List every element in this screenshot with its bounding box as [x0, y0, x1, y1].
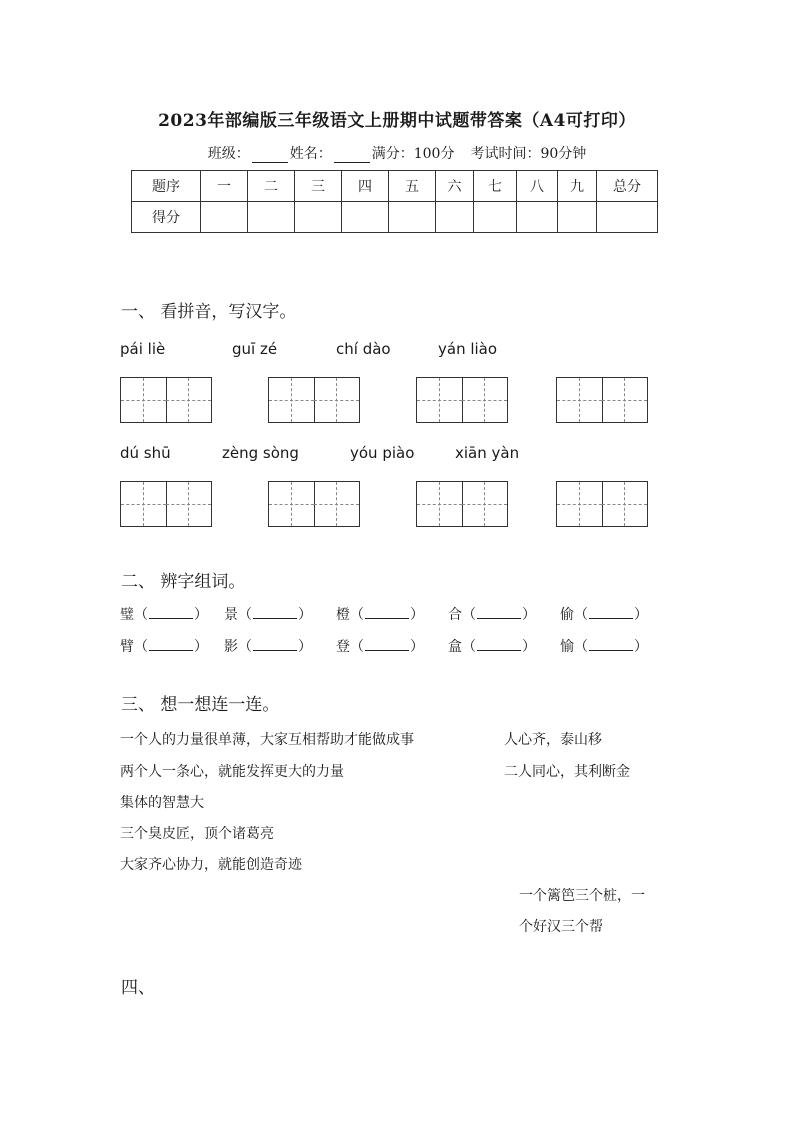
- answer-blank[interactable]: [365, 605, 409, 619]
- writing-grid[interactable]: [416, 481, 508, 527]
- word-item[interactable]: 合（ ）: [448, 607, 536, 623]
- pinyin-label: pái liè: [120, 340, 166, 358]
- score-cell[interactable]: [201, 202, 248, 233]
- student-info-line: [0, 143, 794, 163]
- writing-grid[interactable]: [268, 377, 360, 423]
- pinyin-label: xiān yàn: [455, 444, 520, 462]
- match-left-item[interactable]: 集体的智慧大: [120, 795, 204, 811]
- page-title: 2023年部编版三年级语文上册期中试题带答案（A4可打印）: [158, 111, 636, 131]
- pinyin-label: chí dào: [336, 340, 391, 358]
- word-item[interactable]: 璧（ ）: [120, 607, 208, 623]
- score-header-cell: 五: [389, 171, 436, 202]
- answer-blank[interactable]: [589, 605, 633, 619]
- score-table-score-row: [132, 202, 658, 233]
- writing-grid[interactable]: [416, 377, 508, 423]
- score-header-cell: 六: [436, 171, 474, 202]
- score-header-cell: 总分: [597, 171, 658, 202]
- word-char: 盒: [448, 639, 462, 655]
- word-char: 影: [224, 639, 238, 655]
- word-char: 景: [224, 607, 238, 623]
- score-cell[interactable]: [295, 202, 342, 233]
- writing-grid[interactable]: [120, 377, 212, 423]
- exam-time: 考试时间：90分钟: [470, 146, 587, 162]
- score-cell[interactable]: [558, 202, 597, 233]
- section-1-title: 一、 看拼音，写汉字。: [121, 302, 297, 322]
- pinyin-label: yán liào: [438, 340, 498, 358]
- score-header-cell: 题序: [132, 171, 201, 202]
- score-header-cell: 一: [201, 171, 248, 202]
- word-char: 璧: [120, 607, 134, 623]
- word-item[interactable]: 偷（ ）: [560, 607, 648, 623]
- name-label: 姓名：: [289, 146, 332, 162]
- score-cell[interactable]: [342, 202, 389, 233]
- answer-blank[interactable]: [253, 637, 297, 651]
- score-table-header-row: [132, 171, 658, 202]
- match-right-item[interactable]: 人心齐，泰山移: [504, 732, 602, 748]
- word-item[interactable]: 景（ ）: [224, 607, 312, 623]
- word-char: 橙: [336, 607, 350, 623]
- match-left-item[interactable]: 大家齐心协力，就能创造奇迹: [120, 857, 302, 873]
- score-cell[interactable]: [474, 202, 517, 233]
- section-3-title: 三、 想一想连一连。: [121, 695, 280, 715]
- answer-blank[interactable]: [149, 605, 193, 619]
- word-item[interactable]: 盒（ ）: [448, 639, 536, 655]
- score-cell[interactable]: [517, 202, 558, 233]
- pinyin-label: yóu piào: [350, 444, 415, 462]
- score-header-cell: 三: [295, 171, 342, 202]
- score-header-cell: 二: [248, 171, 295, 202]
- section-4-title: 四、: [121, 978, 155, 998]
- score-row-label: 得分: [132, 202, 201, 233]
- class-blank[interactable]: [252, 148, 288, 163]
- match-right-item-continued: 个好汉三个帮: [519, 919, 603, 935]
- score-table: [131, 170, 658, 233]
- answer-blank[interactable]: [477, 605, 521, 619]
- word-item[interactable]: 愉（ ）: [560, 639, 648, 655]
- word-item[interactable]: 臂（ ）: [120, 639, 208, 655]
- score-cell[interactable]: [248, 202, 295, 233]
- writing-grid[interactable]: [268, 481, 360, 527]
- score-header-cell: 九: [558, 171, 597, 202]
- score-cell[interactable]: [389, 202, 436, 233]
- answer-blank[interactable]: [589, 637, 633, 651]
- pinyin-label: guī zé: [232, 340, 278, 358]
- score-cell[interactable]: [436, 202, 474, 233]
- score-header-cell: 四: [342, 171, 389, 202]
- word-char: 愉: [560, 639, 574, 655]
- answer-blank[interactable]: [149, 637, 193, 651]
- word-char: 合: [448, 607, 462, 623]
- word-char: 偷: [560, 607, 574, 623]
- writing-grid[interactable]: [120, 481, 212, 527]
- match-left-item[interactable]: 一个人的力量很单薄，大家互相帮助才能做成事: [120, 732, 414, 748]
- word-char: 登: [336, 639, 350, 655]
- score-header-cell: 八: [517, 171, 558, 202]
- name-blank[interactable]: [334, 148, 370, 163]
- writing-grid[interactable]: [556, 481, 648, 527]
- pinyin-label: dú shū: [120, 444, 171, 462]
- word-item[interactable]: 橙（ ）: [336, 607, 424, 623]
- word-char: 臂: [120, 639, 134, 655]
- pinyin-label: zèng sòng: [222, 444, 299, 462]
- match-right-item[interactable]: 一个篱笆三个桩，一: [519, 888, 645, 904]
- match-left-item[interactable]: 三个臭皮匠，顶个诸葛亮: [120, 826, 274, 842]
- word-item[interactable]: 登（ ）: [336, 639, 424, 655]
- match-right-item[interactable]: 二人同心，其利断金: [504, 764, 630, 780]
- score-cell[interactable]: [597, 202, 658, 233]
- section-2-title: 二、 辨字组词。: [121, 572, 246, 592]
- answer-blank[interactable]: [253, 605, 297, 619]
- full-score: 满分：100分: [371, 146, 455, 162]
- answer-blank[interactable]: [365, 637, 409, 651]
- score-header-cell: 七: [474, 171, 517, 202]
- class-label: 班级：: [207, 146, 250, 162]
- writing-grid[interactable]: [556, 377, 648, 423]
- match-left-item[interactable]: 两个人一条心，就能发挥更大的力量: [120, 764, 344, 780]
- word-item[interactable]: 影（ ）: [224, 639, 312, 655]
- answer-blank[interactable]: [477, 637, 521, 651]
